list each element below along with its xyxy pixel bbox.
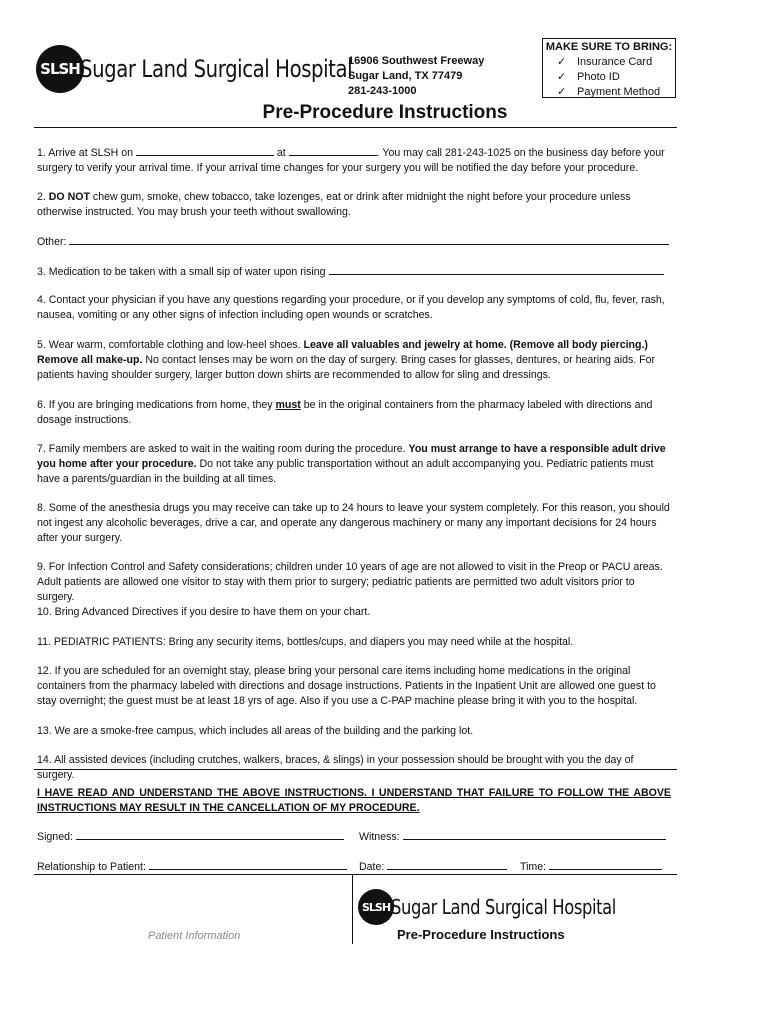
hospital-phone: 281-243-1000 (348, 85, 417, 97)
date-line (359, 859, 507, 873)
bring-box-heading: MAKE SURE TO BRING: (545, 41, 673, 53)
instruction-8: 8. Some of the anesthesia drugs you may receive can take up to 24 hours to leave your system completely. For this reason, you should not ingest any alcoholic beverages, drive a car, and operate any dangerous machinery or many any important decisions for 24 hours after your surgery. (37, 502, 670, 544)
hospital-logo (36, 42, 353, 96)
other-line (37, 234, 671, 250)
instruction-9: 9. For Infection Control and Safety considerations; children under 10 years of age are not allowed to visit in the Preop or PACU areas. Adult patients are allowed one visitor to stay with them prior to surgery; pediatric patients are permitted two adult visitors prior to surgery. (37, 561, 663, 603)
instruction-11: 11. PEDIATRIC PATIENTS: Bring any security items, bottles/cups, and diapers you may need while at the hospital. (37, 636, 574, 648)
checkmark-icon: ✓ (557, 56, 567, 68)
footer-vertical-divider (352, 874, 353, 944)
time-label: Time: (520, 861, 547, 873)
witness-label: Witness: (359, 831, 400, 843)
relationship-line (37, 859, 347, 873)
other-label: Other: (37, 236, 67, 248)
other-instructions-field[interactable] (69, 234, 669, 245)
instruction-4: 4. Contact your physician if you have any questions regarding your procedure, or if you develop any symptoms of cold, flu, fever, rash, nausea, vomiting or any other signs of infection including open wounds or scratches. (37, 294, 665, 321)
make-sure-to-bring-box (542, 38, 676, 98)
instruction-5: 5. Wear warm, comfortable clothing and low-heel shoes. Leave all valuables and jewelry at home. (Remove all body piercing.) Remove all make-up. No contact lenses may be worn on the day of surgery. Bring cases for glasses, dentures, or hearing aids. For patients having shoulder surgery, larger button down shirts are recommended to allow for sling and dressings. (37, 339, 656, 381)
footer-subtitle: Pre-Procedure Instructions (397, 927, 565, 942)
signature-field[interactable] (76, 829, 344, 840)
address-city: Sugar Land, TX 77479 (348, 70, 463, 82)
checkmark-icon: ✓ (557, 86, 567, 98)
arrival-date-field[interactable] (136, 145, 274, 156)
instruction-13: 13. We are a smoke-free campus, which includes all areas of the building and the parking lot. (37, 725, 474, 737)
time-field[interactable] (549, 859, 662, 870)
date-field[interactable] (387, 859, 507, 870)
acknowledgement-statement: I HAVE READ AND UNDERSTAND THE ABOVE INSTRUCTIONS. I UNDERSTAND THAT FAILURE TO FOLLOW THE ABOVE INSTRUCTIONS MAY RESULT IN THE CANCELLATION OF MY PROCEDURE. (37, 787, 671, 814)
footer-hospital-name: Sugar Land Surgical Hospital (391, 895, 616, 919)
footer-divider (34, 874, 677, 875)
footer-hospital-logo (358, 888, 618, 926)
bring-item-photo-id: ✓ Photo ID (557, 71, 620, 83)
instruction-10: 10. Bring Advanced Directives if you desire to have them on your chart. (37, 606, 371, 618)
medication-field[interactable] (329, 264, 664, 275)
arrival-time-field[interactable] (289, 145, 377, 156)
instruction-6: 6. If you are bringing medications from home, they must be in the original containers from the pharmacy labeled with directions and dosage instructions. (37, 399, 653, 426)
instruction-3: 3. Medication to be taken with a small sip of water upon rising (37, 264, 671, 280)
instructions-end-divider (34, 769, 677, 770)
patient-information-label: Patient Information (148, 930, 241, 942)
bring-item-payment: ✓ Payment Method (557, 86, 661, 98)
checkmark-icon: ✓ (557, 71, 567, 83)
instruction-14: 14. All assisted devices (including crutches, walkers, braces, & slings) in your possession should be brought with you the day of surgery. (37, 754, 634, 781)
relationship-label: Relationship to Patient: (37, 861, 146, 873)
title-divider (34, 127, 677, 128)
hospital-name: Sugar Land Surgical Hospital (80, 55, 353, 83)
time-line (520, 859, 662, 873)
witness-field[interactable] (403, 829, 666, 840)
instruction-2: 2. DO NOT chew gum, smoke, chew tobacco, take lozenges, eat or drink after midnight the night before your procedure unless otherwise instructed. You may brush your teeth without swallowing. (37, 191, 631, 218)
document-title: Pre-Procedure Instructions (262, 102, 508, 123)
signed-line (37, 829, 344, 843)
slsh-seal-logo: SLSH (358, 889, 394, 925)
bring-item-insurance: ✓ Insurance Card (557, 56, 653, 68)
hospital-address (348, 54, 484, 99)
address-street: 16906 Southwest Freeway (348, 55, 485, 67)
instruction-1: 1. Arrive at SLSH on at . You may call 281-243-1025 on the business day before your surgery to verify your arrival time. If your arrival time changes for your surgery you will be notified the day before your procedure. (37, 147, 665, 174)
signed-label: Signed: (37, 831, 73, 843)
slsh-seal-logo: SLSH (36, 45, 84, 93)
relationship-field[interactable] (149, 859, 347, 870)
instruction-7: 7. Family members are asked to wait in the waiting room during the procedure. You must arrange to have a responsible adult drive you home after your procedure. Do not take any public transportation without an adult accompanying you. Pediatric patients must have a parents/guardian in the building at all times. (37, 443, 666, 485)
instruction-12: 12. If you are scheduled for an overnight stay, please bring your personal care items including home medications in the original containers from the pharmacy labeled with directions and dosage instructions. Patients in the Inpatient Unit are allowed one guest to stay overnight; the guest must be at least 18 yrs of age. Also if you use a C-PAP machine please bring it with you to the hospital. (37, 665, 656, 707)
witness-line (359, 829, 666, 843)
date-label: Date: (359, 861, 385, 873)
